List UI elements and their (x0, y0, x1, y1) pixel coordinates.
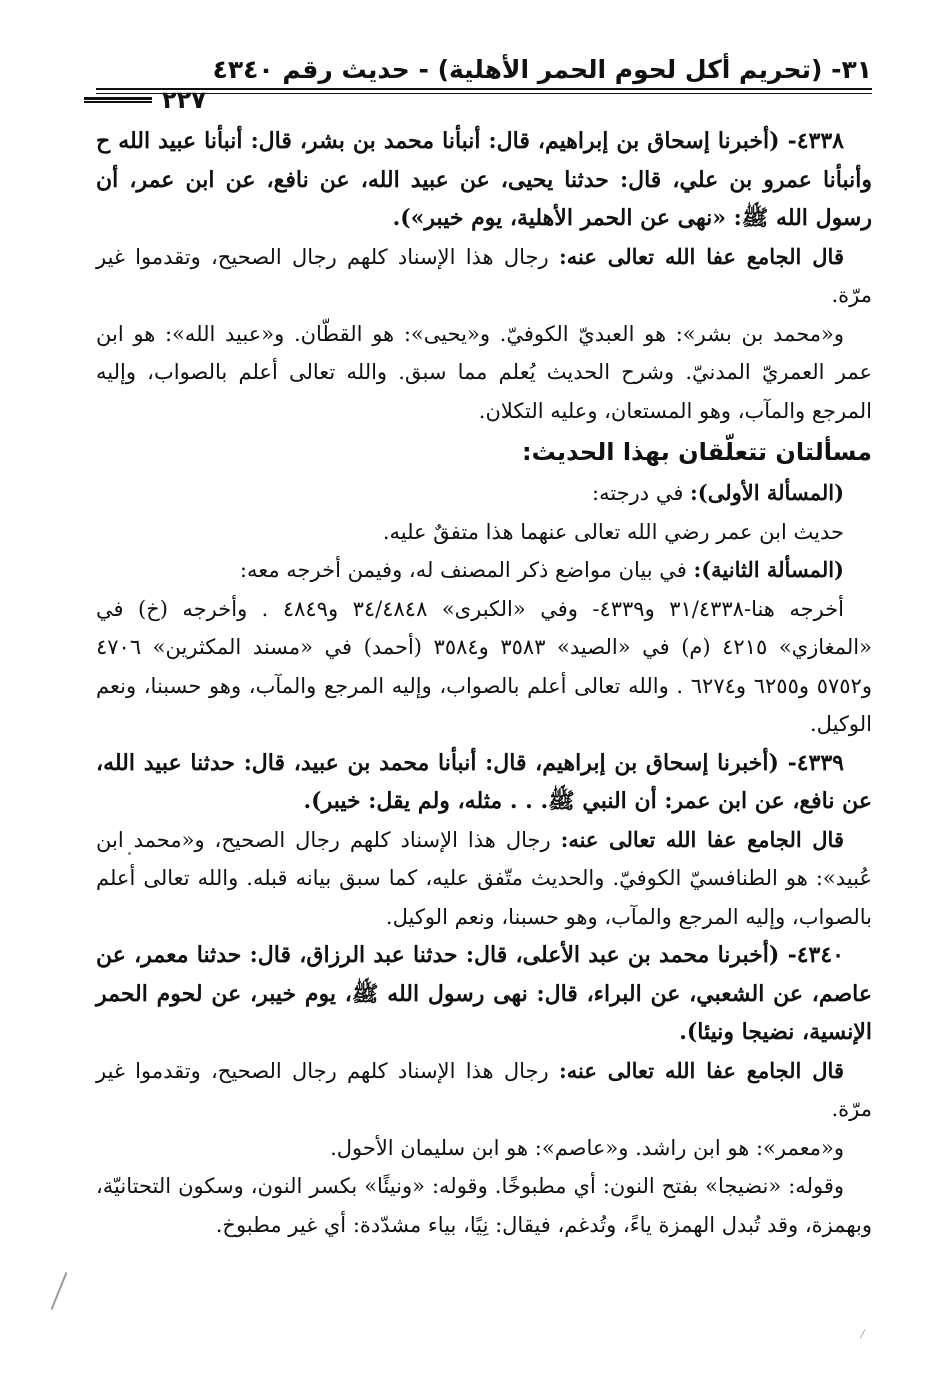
page-number-rule (84, 97, 152, 103)
commentary-4339 (96, 821, 872, 937)
section-heading: مسألتان تتعلّقان بهذا الحديث: (522, 438, 872, 466)
narrators-note-4340: و«معمر»: هو ابن راشد. و«عاصم»: هو ابن سليمان الأحول. (330, 1135, 844, 1160)
commentary-4340 (96, 1052, 872, 1129)
issue-one (96, 474, 872, 513)
commentary-text: رجال هذا الإسناد كلهم رجال الصحيح، وتقدموا غير مرّة. (96, 1058, 872, 1121)
commentary-4338 (96, 238, 872, 315)
issue-one-lead: (المسألة الأولى): (690, 480, 844, 505)
page-number-box (84, 86, 206, 114)
running-header (96, 54, 872, 86)
issue-two-lead: (المسألة الثانية): (693, 557, 844, 582)
page-number: ٢٢٧ (162, 86, 206, 114)
margin-tick-mark (860, 1329, 866, 1338)
header-rule-thick (96, 88, 872, 90)
takhrij-note: أخرجه هنا-٣١/٤٣٣٨ و٤٣٣٩- وفي «الكبرى» ٣٤/٤٨٤٨ و٤٨٤٩ . وأخرجه (خ) في «المغازي» ٤٢١٥ (م) في «الصيد» ٣٥٨٣ و٣٥٨٤ (أحمد) في «مسند المكثرين» ٤٧٠٦ و٥٧٥٢ و٦٢٥٥ و٦٢٧٤ . والله تعالى أعلم بالصواب، وإليه المرجع والمآب، وهو حسبنا، ونعم الوكيل. (96, 596, 872, 736)
header-title: ٣١- (تحريم أكل لحوم الحمر الأهلية) - حديث رقم ٤٣٤٠ (212, 55, 872, 84)
header-rule-thin (96, 93, 872, 94)
issue-one-text: في درجته: (592, 481, 691, 505)
commentary-lead: قال الجامع عفا الله تعالى عنه: (558, 1057, 844, 1083)
hadith-4339: ٤٣٣٩- (أخبرنا إسحاق بن إبراهيم، قال: أنبأنا محمد بن عبيد، قال: حدثنا عبيد الله، عن نافع، عن ابن عمر: أن النبي ﷺ. . . مثله، ولم يقل: خيبر). (96, 749, 872, 814)
issue-two-text: في بيان مواضع ذكر المصنف له، وفيمن أخرجه معه: (239, 558, 694, 582)
hadith-4340: ٤٣٤٠- (أخبرنا محمد بن عبد الأعلى، قال: حدثنا عبد الرزاق، قال: حدثنا معمر، عن عاصم، عن الشعبي، عن البراء، قال: نهى رسول الله ﷺ، يوم خيبر، عن لحوم الحمر الإنسية، نضيجا ونيئا). (96, 942, 872, 1045)
commentary-lead: قال الجامع عفا الله تعالى عنه: (560, 826, 844, 852)
commentary-text: رجال هذا الإسناد كلهم رجال الصحيح، وتقدموا غير مرّة. (96, 244, 872, 307)
commentary-lead: قال الجامع عفا الله تعالى عنه: (558, 243, 844, 269)
page-body (96, 122, 872, 1244)
margin-dot-mark (128, 852, 131, 855)
issue-two (96, 551, 872, 590)
commentary-text: رجال هذا الإسناد كلهم رجال الصحيح، و«محمد ابن عُبيد»: هو الطنافسيّ الكوفيّ. والحديث متّفق عليه، كما سبق بيانه قبله. والله تعالى أعلم بالصواب، وإليه المرجع والمآب، وهو حسبنا، ونعم الوكيل. (96, 827, 872, 929)
vocabulary-note: وقوله: «نضيجا» بفتح النون: أي مطبوخًا. وقوله: «ونيئًا» بكسر النون، وسكون التحتانيّة، وبهمزة، وقد تُبدل الهمزة ياءً، وتُدغم، فيقال: نِيًا، بياء مشدّدة: أي غير مطبوخ. (96, 1174, 872, 1237)
hadith-4338: ٤٣٣٨- (أخبرنا إسحاق بن إبراهيم، قال: أنبأنا محمد بن بشر، قال: أنبأنا عبيد الله ح وأنبأنا عمرو بن علي، قال: حدثنا يحيى، عن عبيد الله، عن نافع، عن ابن عمر، أن رسول الله ﷺ: «نهى عن الحمر الأهلية، يوم خيبر»). (96, 128, 872, 231)
issue-one-answer: حديث ابن عمر رضي الله تعالى عنهما هذا متفقٌ عليه. (382, 519, 844, 544)
narrators-note-4338: و«محمد بن بشر»: هو العبديّ الكوفيّ. و«يحيى»: هو القطّان. و«عبيد الله»: هو ابن عمر العمريّ المدنيّ. وشرح الحديث يُعلم مما سبق. والله تعالى أعلم بالصواب، وإليه المرجع والمآب، وهو المستعان، وعليه التكلان. (96, 321, 872, 423)
margin-pencil-mark (51, 1272, 68, 1310)
header-rule (96, 88, 872, 118)
